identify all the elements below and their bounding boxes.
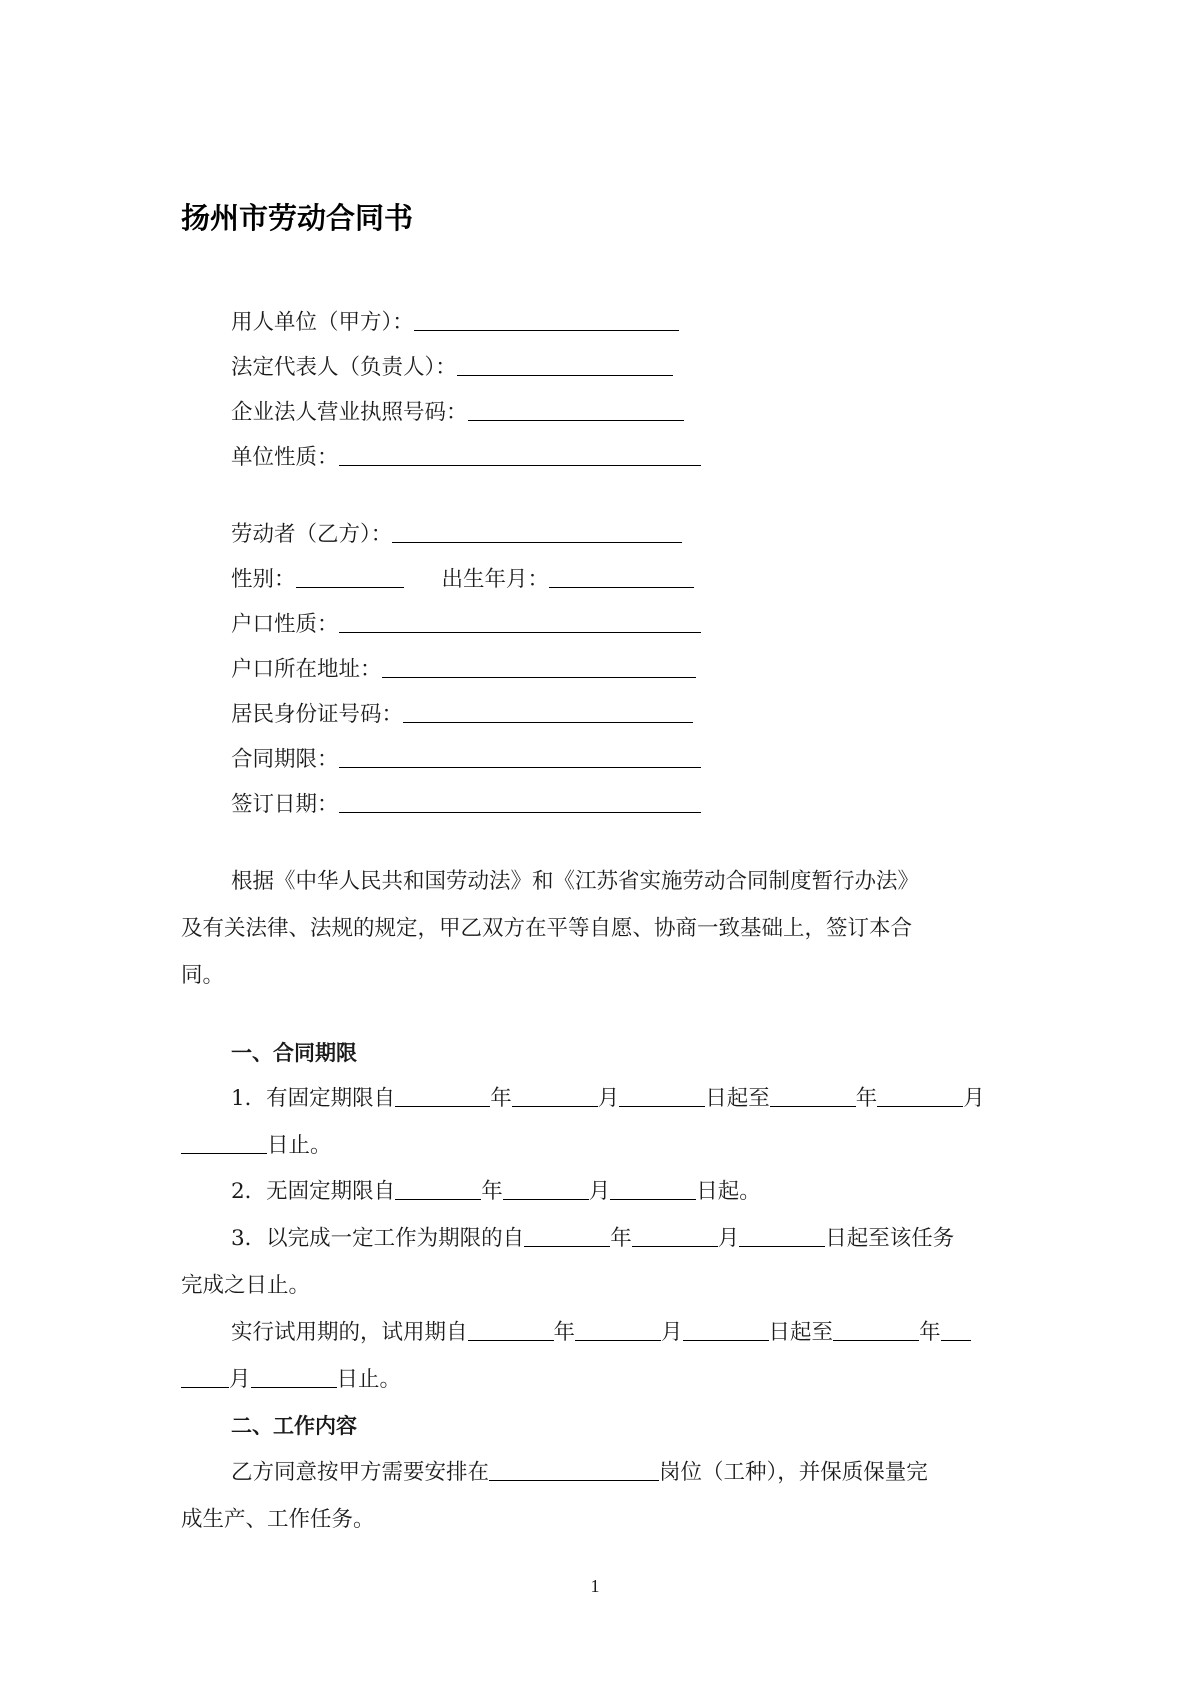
sign-date-label: 签订日期： <box>231 792 339 817</box>
employer-label: 用人单位（甲方）： <box>231 310 414 335</box>
term-item-1-cont <box>181 1131 332 1161</box>
month-label: 月 <box>661 1320 683 1345</box>
license-blank[interactable] <box>468 398 684 421</box>
blank[interactable] <box>468 1318 554 1341</box>
term-item-2 <box>231 1177 761 1207</box>
blank[interactable] <box>632 1224 718 1247</box>
gender-blank[interactable] <box>296 565 404 588</box>
section-2-heading: 二、工作内容 <box>231 1414 357 1438</box>
month-label: 月 <box>717 1226 740 1251</box>
birth-label: 出生年月： <box>441 567 550 592</box>
year-label: 年 <box>490 1086 512 1111</box>
household-addr-blank[interactable] <box>382 655 696 678</box>
sign-date-blank[interactable] <box>339 790 701 813</box>
legal-rep-label: 法定代表人（负责人）： <box>231 355 457 380</box>
blank[interactable] <box>770 1084 856 1107</box>
preamble-line-1: 根据《中华人民共和国劳动法》和《江苏省实施劳动合同制度暂行办法》 <box>231 869 920 894</box>
blank[interactable] <box>610 1177 696 1200</box>
year-label: 年 <box>553 1320 576 1345</box>
blank[interactable] <box>575 1318 661 1341</box>
blank[interactable] <box>524 1224 610 1247</box>
month-label: 月 <box>963 1086 985 1111</box>
id-row <box>231 700 693 730</box>
sign-date-row <box>231 790 701 820</box>
employer-row <box>231 308 679 338</box>
term-item-3-text: 3．以完成一定工作为期限的自 <box>231 1226 525 1251</box>
term-item-2-end: 日起。 <box>696 1179 761 1204</box>
blank[interactable] <box>251 1365 337 1388</box>
page-number: 1 <box>590 1576 600 1596</box>
day-from-to-label: 日起至 <box>768 1320 834 1345</box>
blank[interactable] <box>619 1084 705 1107</box>
gender-birth-row <box>231 565 694 595</box>
section-1-heading: 一、合同期限 <box>231 1041 357 1065</box>
day-from-to-label: 日起至 <box>705 1086 770 1111</box>
blank[interactable] <box>683 1318 769 1341</box>
household-type-row <box>231 610 701 640</box>
position-blank[interactable] <box>489 1458 659 1481</box>
id-blank[interactable] <box>403 700 693 723</box>
year-label: 年 <box>481 1179 503 1204</box>
license-label: 企业法人营业执照号码： <box>231 400 468 425</box>
probation-row-cont <box>181 1365 401 1395</box>
term-item-1-end: 日止。 <box>267 1133 332 1158</box>
blank[interactable] <box>877 1084 963 1107</box>
work-content-text-a: 乙方同意按甲方需要安排在 <box>231 1460 490 1485</box>
worker-row <box>231 520 682 550</box>
year-label: 年 <box>919 1320 941 1345</box>
term-row <box>231 745 701 775</box>
term-item-1-text: 1．有固定期限自 <box>231 1086 396 1111</box>
gender-label: 性别： <box>231 567 296 592</box>
blank[interactable] <box>181 1131 267 1154</box>
year-label: 年 <box>855 1086 878 1111</box>
blank[interactable] <box>739 1224 825 1247</box>
term-label: 合同期限： <box>231 747 339 772</box>
work-content-text-b: 岗位（工种），并保质保量完 <box>659 1460 928 1485</box>
birth-blank[interactable] <box>549 565 694 588</box>
term-item-2-text: 2．无固定期限自 <box>231 1179 396 1204</box>
blank[interactable] <box>941 1318 971 1341</box>
probation-text: 实行试用期的，试用期自 <box>231 1320 468 1345</box>
month-label: 月 <box>597 1086 620 1111</box>
nature-row <box>231 443 701 473</box>
blank[interactable] <box>395 1084 490 1107</box>
blank[interactable] <box>503 1177 589 1200</box>
probation-end: 日止。 <box>336 1367 402 1392</box>
month-label: 月 <box>588 1179 611 1204</box>
blank[interactable] <box>512 1084 598 1107</box>
work-content-line-2: 成生产、工作任务。 <box>181 1507 375 1532</box>
worker-label: 劳动者（乙方）： <box>231 522 393 547</box>
term-item-3-cont: 完成之日止。 <box>181 1273 311 1298</box>
blank[interactable] <box>181 1365 229 1388</box>
term-item-1 <box>231 1084 985 1114</box>
preamble-line-2: 及有关法律、法规的规定，甲乙双方在平等自愿、协商一致基础上，签订本合 <box>181 916 913 941</box>
blank[interactable] <box>833 1318 919 1341</box>
employer-blank[interactable] <box>414 308 679 331</box>
legal-rep-row <box>231 353 673 383</box>
year-label: 年 <box>610 1226 632 1251</box>
month-label: 月 <box>229 1367 251 1392</box>
household-addr-label: 户口所在地址： <box>231 657 382 682</box>
term-item-3 <box>231 1224 954 1254</box>
household-type-blank[interactable] <box>339 610 701 633</box>
id-label: 居民身份证号码： <box>231 702 404 727</box>
household-addr-row <box>231 655 696 685</box>
term-blank[interactable] <box>339 745 701 768</box>
worker-blank[interactable] <box>392 520 682 543</box>
legal-rep-blank[interactable] <box>457 353 673 376</box>
license-row <box>231 398 684 428</box>
household-type-label: 户口性质： <box>231 612 339 637</box>
nature-blank[interactable] <box>339 443 701 466</box>
work-content-line-1 <box>231 1458 928 1488</box>
term-item-3-text-b: 日起至该任务 <box>825 1226 955 1251</box>
document-title: 扬州市劳动合同书 <box>181 201 414 235</box>
probation-row <box>231 1318 971 1348</box>
blank[interactable] <box>395 1177 481 1200</box>
preamble-line-3: 同。 <box>181 963 225 988</box>
nature-label: 单位性质： <box>231 445 339 470</box>
